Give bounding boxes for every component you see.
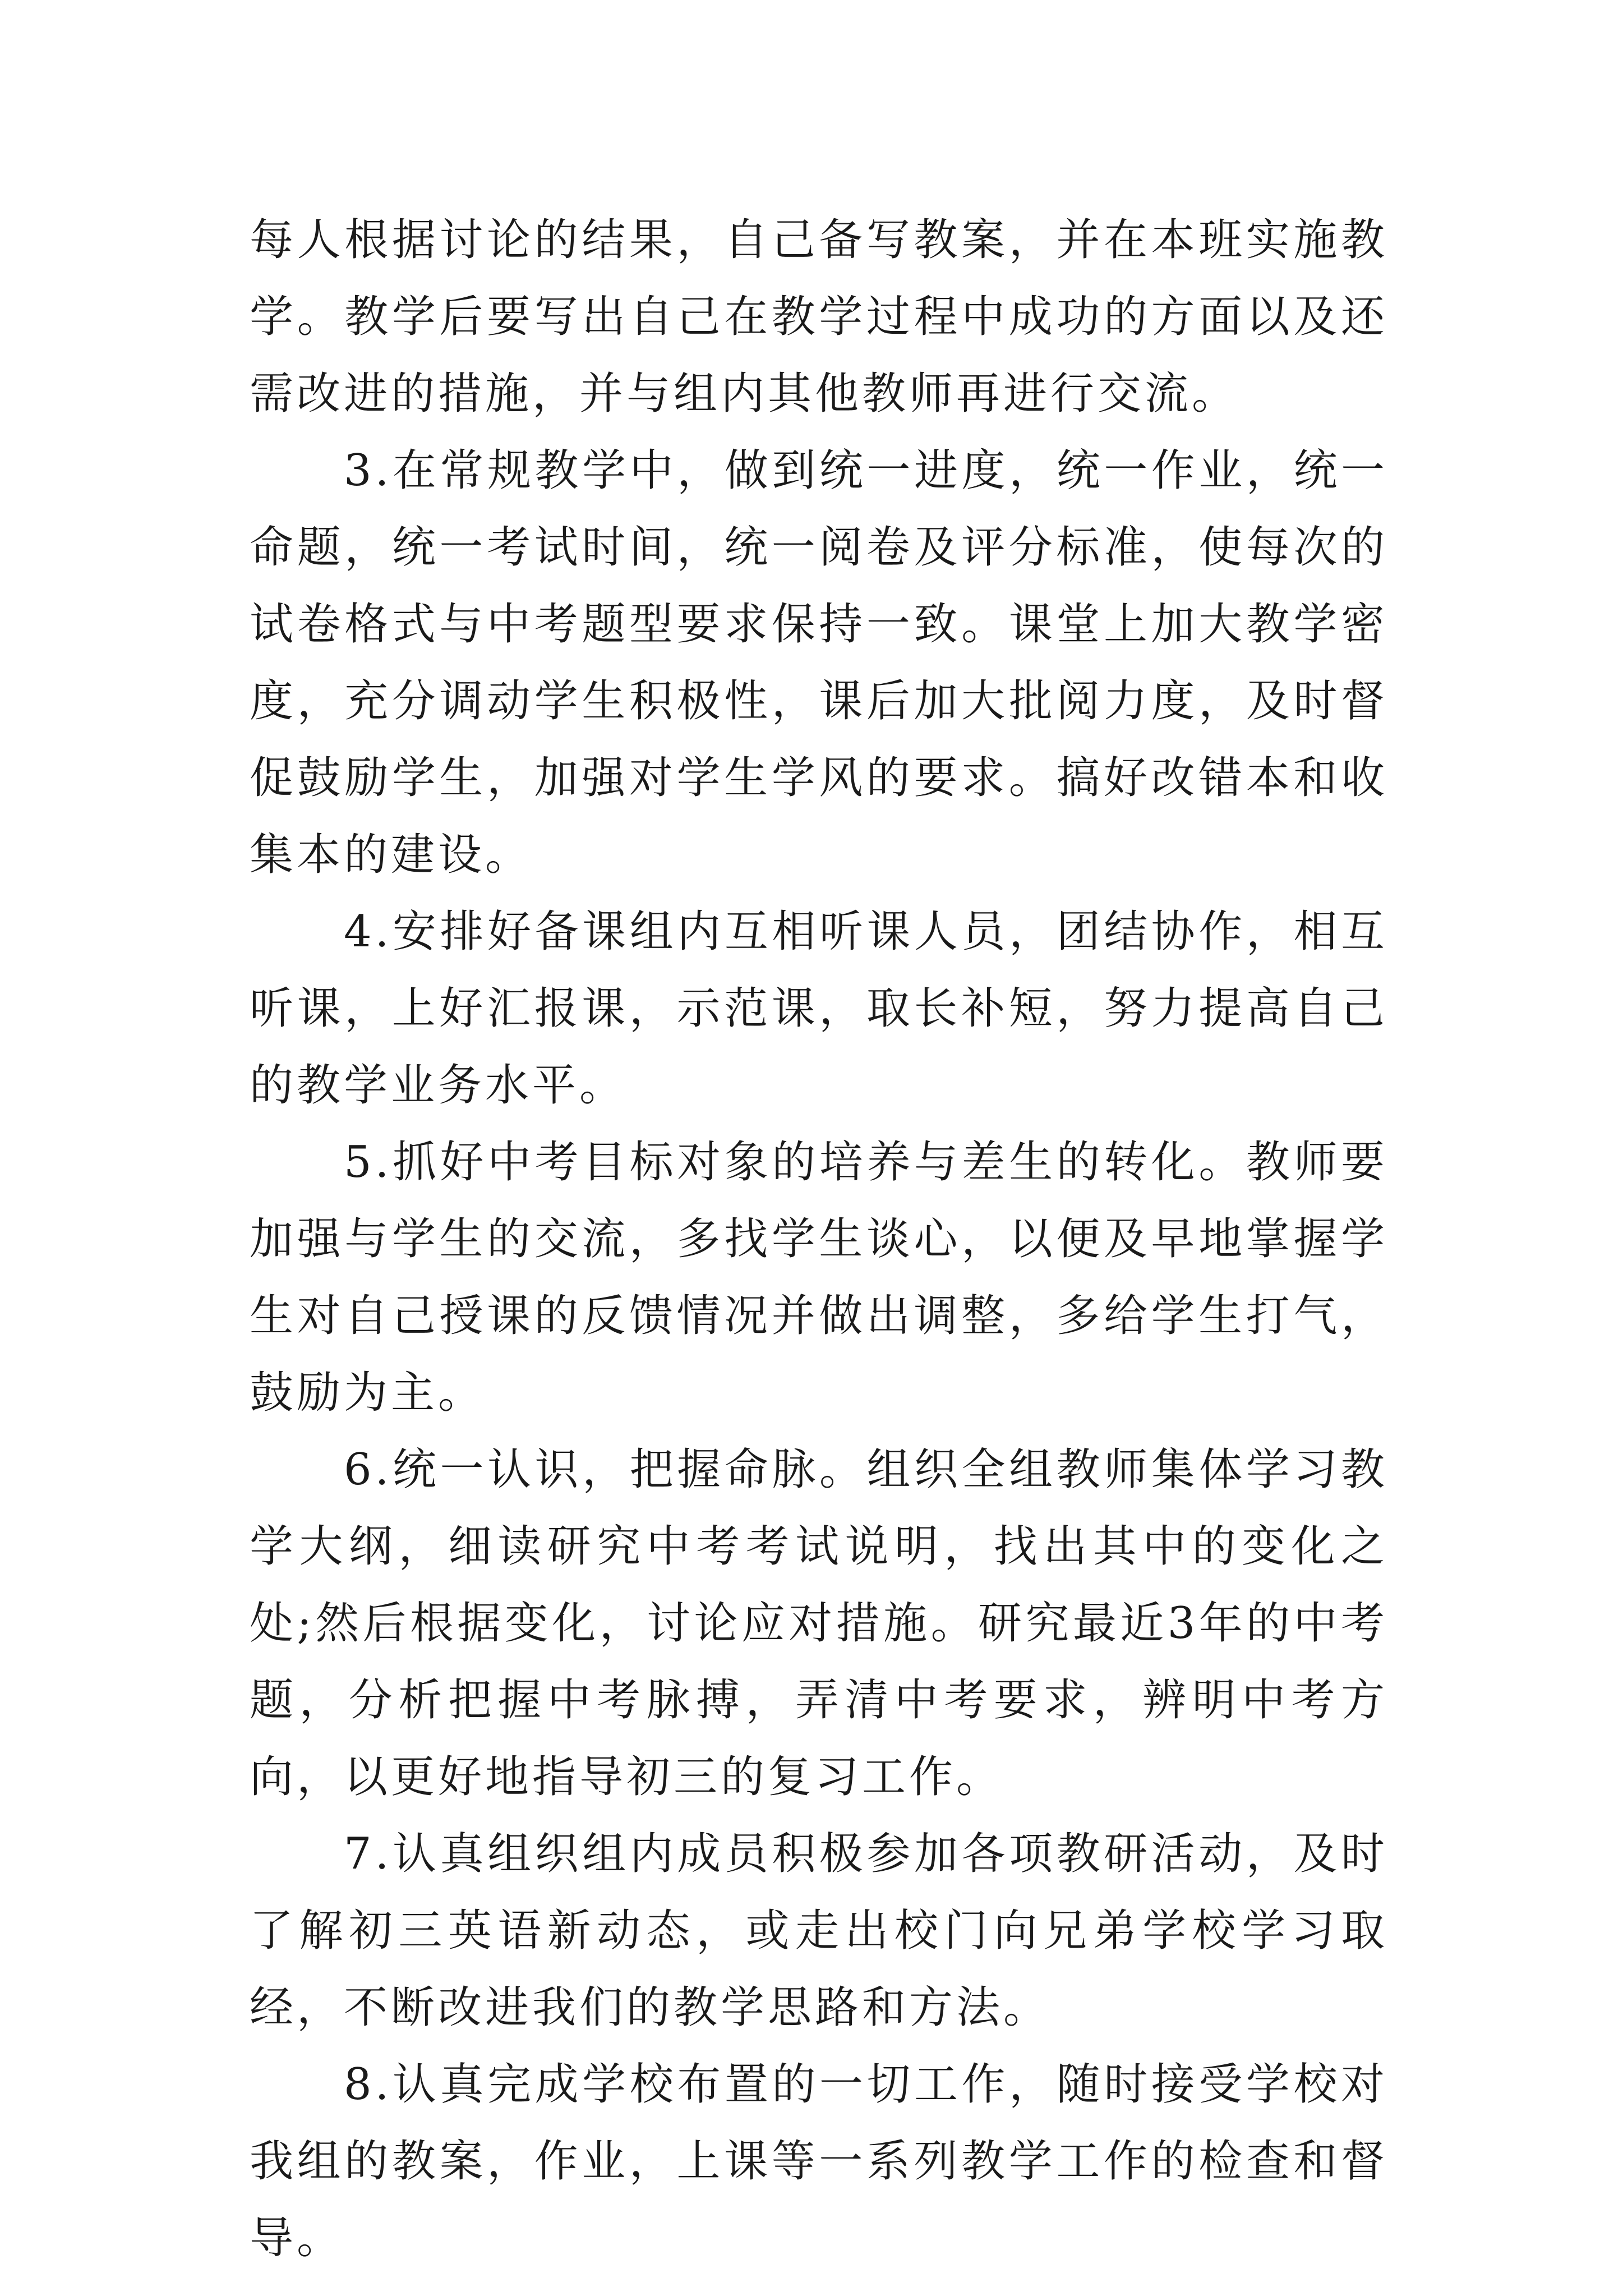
paragraph-item-4: 4.安排好备课组内互相听课人员，团结协作，相互听课，上好汇报课，示范课，取长补短，努力提高自己的教学业务水平。: [250, 907, 1388, 1111]
paragraph-item-6: 6.统一认识，把握命脉。组织全组教师集体学习教学大纲，细读研究中考考试说明，找出其中的变化之处;然后根据变化，讨论应对措施。研究最近3年的中考题，分析把握中考脉搏，弄清中考要求，辨明中考方向，以更好地指导初三的复习工作。: [250, 1444, 1388, 1802]
paragraph-item-7: 7.认真组织组内成员积极参加各项教研活动，及时了解初三英语新动态，或走出校门向兄弟学校学习取经，不断改进我们的教学思路和方法。: [250, 1829, 1388, 2033]
paragraph-item-3: 3.在常规教学中，做到统一进度，统一作业，统一命题，统一考试时间，统一阅卷及评分标准，使每次的试卷格式与中考题型要求保持一致。课堂上加大教学密度，充分调动学生积极性，课后加大批阅力度，及时督促鼓励学生，加强对学生学风的要求。搞好改错本和收集本的建设。: [250, 445, 1388, 880]
paragraph-continuation: 每人根据讨论的结果，自己备写教案，并在本班实施教学。教学后要写出自己在教学过程中成功的方面以及还需改进的措施，并与组内其他教师再进行交流。: [250, 215, 1388, 419]
document-body: [250, 202, 1388, 2277]
paragraph-item-5: 5.抓好中考目标对象的培养与差生的转化。教师要加强与学生的交流，多找学生谈心，以便及早地掌握学生对自己授课的反馈情况并做出调整，多给学生打气，鼓励为主。: [250, 1137, 1388, 1418]
paragraph-item-8: 8.认真完成学校布置的一切工作，随时接受学校对我组的教案，作业，上课等一系列教学工作的检查和督导。: [250, 2059, 1388, 2263]
